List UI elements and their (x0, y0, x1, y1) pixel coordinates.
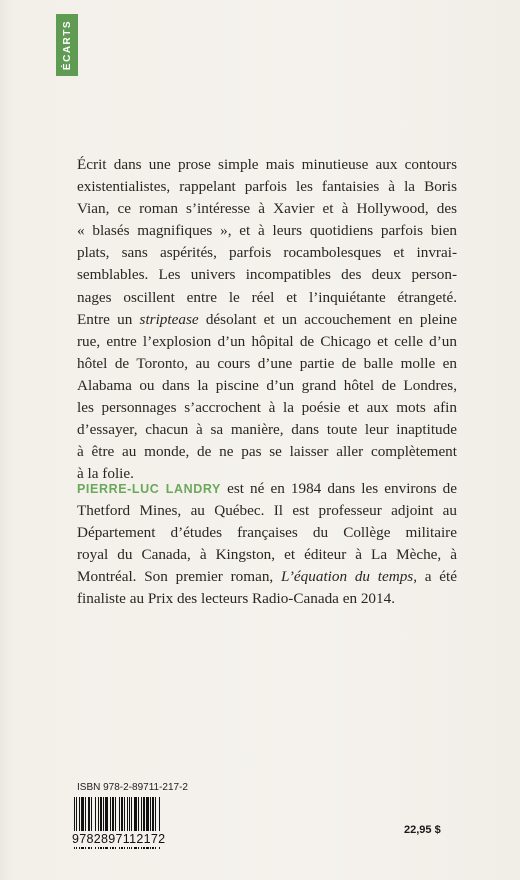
author-name: PIERRE-LUC LANDRY (77, 482, 221, 496)
emphasized-text: striptease (139, 310, 199, 328)
text-line: existentialistes, rappelant parfois les fantaisies à la Boris (77, 178, 457, 196)
text-line: Vian, ce roman s’intéresse à Xavier et à Hollywood, des (77, 200, 457, 218)
text-line: « blasés magnifiques », et à leurs quotidiens parfois bien (77, 222, 457, 240)
text-line: PIERRE-LUC LANDRY est né en 1984 dans les environs de (77, 480, 457, 497)
text-line: à la folie. (77, 465, 134, 483)
text-line: Département d’études françaises du Collège militaire (77, 524, 457, 542)
text-line: Alabama ou dans la piscine d’un grand hôtel de Londres, (77, 376, 457, 394)
price-label: 22,95 $ (404, 824, 441, 836)
text-line: plats, sans aspérités, parfois rocambolesques et invrai- (77, 244, 457, 262)
barcode-digits: 9782897112172 (72, 831, 200, 847)
text-line: Entre un striptease désolant et un accouchement en pleine (77, 310, 457, 328)
synopsis-paragraph (77, 154, 457, 485)
text-line: Écrit dans une prose simple mais minutieuse aux contours (77, 156, 457, 173)
text-line: Montréal. Son premier roman, L’équation du temps, a été (77, 568, 458, 586)
text-line: nages oscillent entre le réel et l’inquiétante étrangeté. (77, 288, 457, 306)
emphasized-text: L’équation du temps (280, 568, 414, 586)
text-line: d’essayer, chacun à sa manière, dans toute leur inaptitude (77, 421, 457, 439)
text-line: royal du Canada, à Kingston, et éditeur à La Mèche, à (77, 546, 457, 564)
text-line: rue, entre l’explosion d’un hôpital de Chicago et celle d’un (77, 332, 457, 350)
series-tab (56, 14, 78, 76)
text-line: les personnages s’accrochent à la poésie et aux mots afin (77, 399, 457, 417)
isbn-label: ISBN 978-2-89711-217-2 (77, 782, 188, 793)
text-line: Thetford Mines, au Québec. Il est professeur adjoint au (77, 502, 457, 520)
text-line: finaliste au Prix des lecteurs Radio-Canada en 2014. (77, 590, 396, 608)
text-line: semblables. Les univers incompatibles des deux person- (77, 266, 457, 284)
text-line: hôtel de Toronto, au cours d’une partie de balle molle en (77, 354, 457, 372)
text-line: à être au monde, de ne pas se laisser aller complètement (77, 443, 457, 461)
series-label: ÉCARTS (61, 19, 73, 71)
author-bio-paragraph (77, 478, 457, 611)
